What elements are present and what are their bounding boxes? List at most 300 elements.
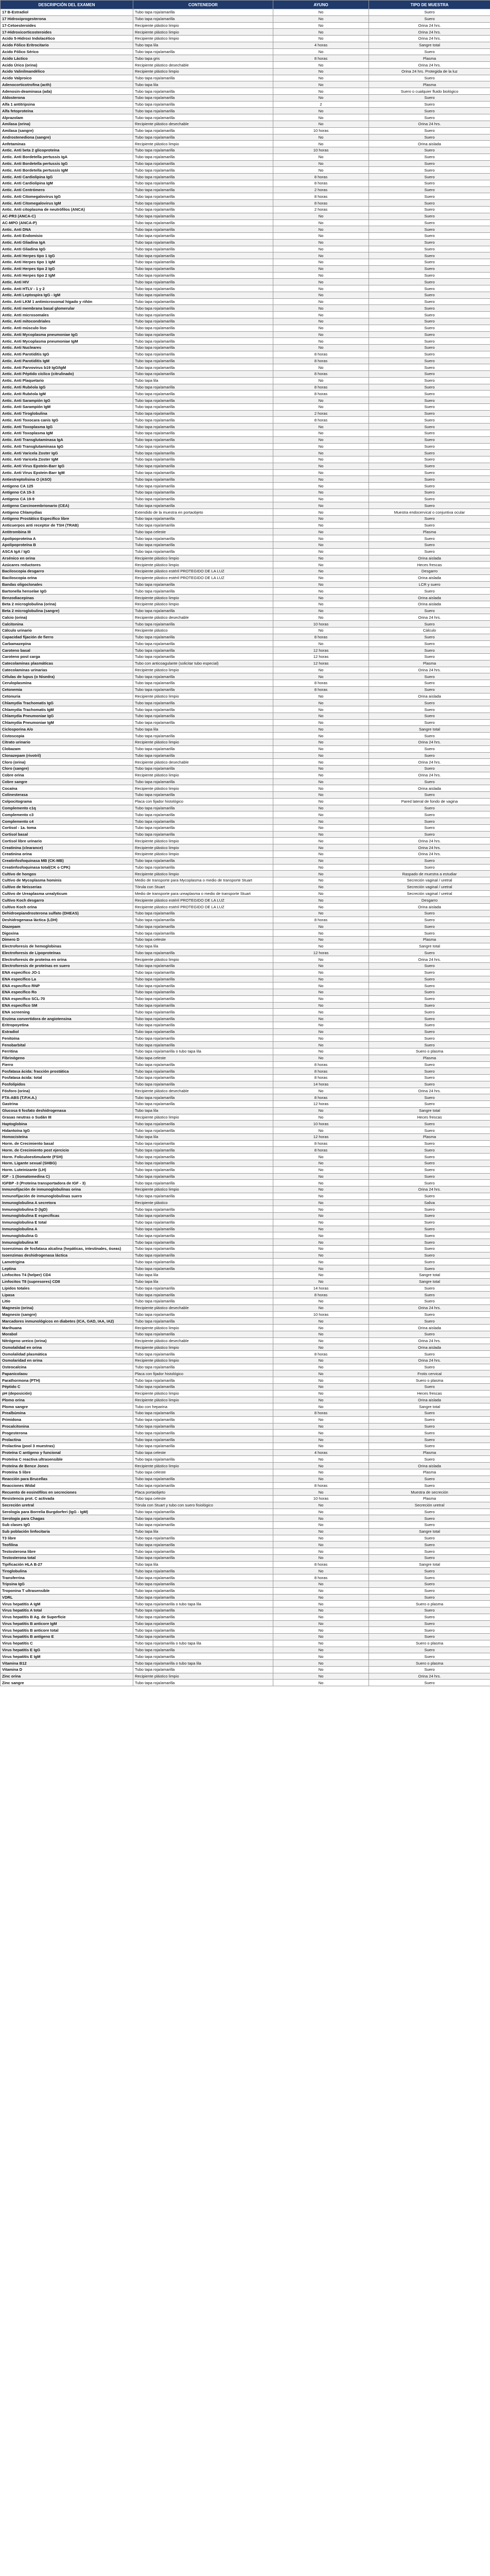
container-cell: Tubo tapa roja/amarilla xyxy=(133,469,273,476)
table-row xyxy=(1,1627,490,1634)
table-row xyxy=(1,719,490,726)
table-row xyxy=(1,450,490,456)
exam-name-cell: Magnesio (sangre) xyxy=(1,1311,133,1318)
container-cell: Tubo tapa roja/amarilla xyxy=(133,206,273,213)
sample-type-cell: Suero xyxy=(369,1285,490,1292)
container-cell: Tubo tapa roja/amarilla xyxy=(133,483,273,489)
table-row xyxy=(1,94,490,101)
exam-name-cell: Electroforesis de proteínas en suero xyxy=(1,963,133,970)
fasting-cell: No xyxy=(273,1443,369,1449)
container-cell: Tubo tapa roja/amarilla xyxy=(133,272,273,279)
sample-type-cell: Suero xyxy=(369,219,490,226)
table-row xyxy=(1,982,490,989)
fasting-cell: No xyxy=(273,167,369,174)
exam-name-cell: Antitrombina III xyxy=(1,529,133,535)
container-cell: Tubo tapa roja/amarilla xyxy=(133,48,273,55)
table-row xyxy=(1,1476,490,1482)
container-cell: Tubo tapa roja/amarilla xyxy=(133,1173,273,1180)
fasting-cell: No xyxy=(273,792,369,799)
sample-type-cell: Suero xyxy=(369,213,490,219)
table-row xyxy=(1,1574,490,1581)
fasting-cell: No xyxy=(273,1568,369,1574)
container-cell: Tubo tapa roja/amarilla xyxy=(133,1015,273,1022)
exam-name-cell: Dehidroepiandrosterona sulfato (DHEAS) xyxy=(1,910,133,917)
table-row xyxy=(1,969,490,976)
container-cell: Recipiente plástico limpio xyxy=(133,68,273,75)
table-row xyxy=(1,548,490,555)
exam-name-cell: Lamotrigina xyxy=(1,1259,133,1265)
fasting-cell: 4 horas xyxy=(273,1449,369,1456)
sample-type-cell: Orina 24 hrs. xyxy=(369,29,490,36)
table-row xyxy=(1,1094,490,1101)
container-cell: Tubo tapa roja/amarilla xyxy=(133,219,273,226)
exam-name-cell: Antic. Anti Parvovirus b19 IgG/IgM xyxy=(1,364,133,371)
table-row xyxy=(1,1298,490,1305)
table-row xyxy=(1,325,490,331)
table-row xyxy=(1,733,490,739)
table-row xyxy=(1,917,490,923)
table-row xyxy=(1,995,490,1002)
exam-name-cell: Acido Fólico Sérico xyxy=(1,48,133,55)
sample-type-cell: Suero xyxy=(369,272,490,279)
table-row xyxy=(1,101,490,108)
fasting-cell: No xyxy=(273,469,369,476)
container-cell: Tubo tapa roja/amarilla xyxy=(133,213,273,219)
container-cell: Placa portaobjeto xyxy=(133,1489,273,1496)
fasting-cell: No xyxy=(273,1548,369,1555)
exam-name-cell: Reacción para Brucellas xyxy=(1,1476,133,1482)
container-cell: Recipiente plástico limpio xyxy=(133,851,273,858)
container-cell: Tubo tapa roja/amarilla xyxy=(133,1443,273,1449)
fasting-cell: No xyxy=(273,759,369,766)
fasting-cell: No xyxy=(273,595,369,601)
sample-type-cell: Suero xyxy=(369,1364,490,1370)
table-row xyxy=(1,1377,490,1384)
container-cell: Tubo tapa roja/amarilla xyxy=(133,588,273,595)
container-cell: Tubo tapa roja/amarilla xyxy=(133,713,273,719)
fasting-cell: No xyxy=(273,706,369,713)
table-row xyxy=(1,154,490,160)
table-row xyxy=(1,805,490,811)
sample-type-cell: Sangre total xyxy=(369,1403,490,1410)
sample-type-cell: Suero xyxy=(369,1028,490,1035)
fasting-cell: No xyxy=(273,1187,369,1193)
container-cell: Tubo tapa celeste xyxy=(133,936,273,943)
sample-type-cell: Suero xyxy=(369,1166,490,1173)
exam-name-cell: Baciloscopia desgarro xyxy=(1,568,133,575)
fasting-cell: No xyxy=(273,134,369,141)
sample-type-cell: Suero xyxy=(369,476,490,483)
sample-type-cell: Suero xyxy=(369,824,490,831)
container-cell: Tubo tapa celeste xyxy=(133,1469,273,1476)
sample-type-cell: Suero xyxy=(369,384,490,391)
container-cell: Tubo tapa roja/amarilla xyxy=(133,430,273,437)
exam-name-cell: Antic. Anti Virus Epstein-Barr IgG xyxy=(1,463,133,469)
fasting-cell: No xyxy=(273,160,369,167)
fasting-cell: No xyxy=(273,1397,369,1403)
sample-type-cell: Muestra de secreción xyxy=(369,1489,490,1496)
table-row xyxy=(1,1607,490,1614)
table-row xyxy=(1,1206,490,1213)
sample-type-cell: Heces frescas xyxy=(369,1390,490,1397)
sample-type-cell: Suero xyxy=(369,778,490,785)
sample-type-cell: Suero xyxy=(369,1015,490,1022)
fasting-cell: No xyxy=(273,1673,369,1680)
container-cell: Tubo tapa roja/amarilla xyxy=(133,318,273,325)
sample-type-cell: Suero xyxy=(369,1180,490,1187)
container-cell: Tubo tapa lila xyxy=(133,943,273,950)
table-row xyxy=(1,114,490,121)
fasting-cell: 8 horas xyxy=(273,1061,369,1068)
table-row xyxy=(1,1325,490,1331)
fasting-cell: No xyxy=(273,331,369,338)
exam-name-cell: Inmunoglobulina D (IgD) xyxy=(1,1206,133,1213)
sample-type-cell: Suero xyxy=(369,752,490,759)
exam-name-cell: Antic. Anti Bordetella pertussis IgG xyxy=(1,160,133,167)
container-cell: Tubo tapa roja/amarilla xyxy=(133,187,273,193)
container-cell: Recipiente plástico limpio xyxy=(133,22,273,29)
exam-name-cell: Antic. Anti HIV xyxy=(1,279,133,285)
fasting-cell: No xyxy=(273,509,369,516)
exam-name-cell: Sub población linfocitaria xyxy=(1,1528,133,1535)
fasting-cell: No xyxy=(273,403,369,410)
sample-type-cell: Suero xyxy=(369,1436,490,1443)
fasting-cell: No xyxy=(273,1594,369,1601)
table-row xyxy=(1,976,490,982)
fasting-cell: No xyxy=(273,1436,369,1443)
container-cell: Tubo tapa celeste xyxy=(133,1496,273,1502)
exam-name-cell: Haptoglobina xyxy=(1,1121,133,1127)
exam-name-cell: Calcitonina xyxy=(1,621,133,628)
exam-name-cell: Horm. Luteinizante (LH) xyxy=(1,1166,133,1173)
container-cell: Tubo tapa roja/amarilla xyxy=(133,1252,273,1259)
sample-type-cell: Sangre total xyxy=(369,1561,490,1568)
sample-type-cell: Sangre total xyxy=(369,1107,490,1114)
exam-name-cell: Electroforesis de Lipoproteínas xyxy=(1,950,133,956)
fasting-cell: No xyxy=(273,745,369,752)
container-cell: Tubo tapa roja/amarilla xyxy=(133,88,273,95)
container-cell: Tubo tapa lila xyxy=(133,81,273,88)
exam-name-cell: Antic. Anti Toxoplasma IgG xyxy=(1,423,133,430)
exam-name-cell: Chlamydia Trachomatis IgM xyxy=(1,706,133,713)
fasting-cell: No xyxy=(273,1015,369,1022)
sample-type-cell: Suero xyxy=(369,1075,490,1081)
exam-name-cell: Vitamina D xyxy=(1,1666,133,1673)
sample-type-cell: Sangre total xyxy=(369,943,490,950)
fasting-cell: No xyxy=(273,1680,369,1686)
exam-name-cell: Antic. Anti Plaquetario xyxy=(1,377,133,384)
sample-type-cell: Suero xyxy=(369,607,490,614)
sample-type-cell: Suero xyxy=(369,489,490,496)
container-cell: Tubo tapa roja/amarilla xyxy=(133,923,273,930)
exam-name-cell: Inmunoglobulina M xyxy=(1,1239,133,1246)
exam-name-cell: Capacidad fijación de fierro xyxy=(1,634,133,640)
container-cell: Recipiente plástico desechable xyxy=(133,614,273,621)
table-row xyxy=(1,75,490,81)
fasting-cell: No xyxy=(273,923,369,930)
container-cell: Recipiente plástico limpio xyxy=(133,1344,273,1351)
table-row xyxy=(1,1351,490,1358)
sample-type-cell: Suero xyxy=(369,634,490,640)
table-row xyxy=(1,950,490,956)
sample-type-cell: Suero xyxy=(369,1173,490,1180)
fasting-cell: No xyxy=(273,219,369,226)
table-row xyxy=(1,792,490,799)
exam-name-cell: Antic. Anti Bordetella pertussis IgM xyxy=(1,167,133,174)
sample-type-cell: Desgarro xyxy=(369,897,490,904)
container-cell: Tubo tapa roja/amarilla xyxy=(133,298,273,305)
exam-name-cell: Caroteno post carga xyxy=(1,654,133,660)
container-cell: Recipiente plástico limpio xyxy=(133,595,273,601)
container-cell: Tubo tapa roja/amarilla xyxy=(133,1587,273,1594)
sample-type-cell: Suero xyxy=(369,403,490,410)
container-cell: Tubo tapa roja/amarilla xyxy=(133,522,273,529)
sample-type-cell: Suero xyxy=(369,1022,490,1028)
exam-name-cell: Secreción uretral xyxy=(1,1502,133,1509)
fasting-cell: No xyxy=(273,443,369,450)
container-cell: Tubo tapa roja/amarilla xyxy=(133,305,273,312)
container-cell: Tubo tapa roja/amarilla xyxy=(133,1384,273,1391)
table-row xyxy=(1,134,490,141)
exam-name-cell: Inmunoglobulina E total xyxy=(1,1219,133,1226)
fasting-cell: No xyxy=(273,252,369,259)
container-cell: Tubo tapa roja/amarilla xyxy=(133,1002,273,1009)
container-cell: Tubo tapa roja/amarilla xyxy=(133,193,273,200)
table-row xyxy=(1,1384,490,1391)
exam-name-cell: Plomo orina xyxy=(1,1397,133,1403)
sample-type-cell: Suero xyxy=(369,345,490,351)
exam-name-cell: Osmolalidad en orina xyxy=(1,1344,133,1351)
exam-name-cell: Apolipoproteína B xyxy=(1,542,133,549)
table-row xyxy=(1,364,490,371)
table-row xyxy=(1,331,490,338)
fasting-cell: 8 horas xyxy=(273,1075,369,1081)
container-cell: Recipiente plástico limpio xyxy=(133,838,273,844)
container-cell: Tubo tapa roja/amarilla xyxy=(133,338,273,345)
table-row xyxy=(1,1647,490,1653)
container-cell: Tubo tapa roja/amarilla xyxy=(133,1436,273,1443)
fasting-cell: No xyxy=(273,483,369,489)
table-row xyxy=(1,391,490,397)
table-row xyxy=(1,1061,490,1068)
fasting-cell: No xyxy=(273,1581,369,1587)
container-cell: Tubo con heparina xyxy=(133,1403,273,1410)
container-cell: Tubo tapa roja/amarilla xyxy=(133,1653,273,1660)
container-cell: Tubo tapa roja/amarilla xyxy=(133,745,273,752)
fasting-cell: No xyxy=(273,476,369,483)
container-cell: Tubo tapa roja/amarilla xyxy=(133,312,273,318)
fasting-cell: No xyxy=(273,1160,369,1166)
fasting-cell: No xyxy=(273,673,369,680)
container-cell: Tubo tapa roja/amarilla xyxy=(133,1140,273,1147)
sample-type-cell: Suero xyxy=(369,1614,490,1620)
container-cell: Tubo tapa roja/amarilla xyxy=(133,1042,273,1048)
table-row xyxy=(1,371,490,378)
fasting-cell: No xyxy=(273,1114,369,1121)
container-cell: Recipiente plástico desechable xyxy=(133,759,273,766)
fasting-cell: No xyxy=(273,956,369,963)
container-cell: Tubo tapa roja/amarilla xyxy=(133,384,273,391)
fasting-cell: 8 horas xyxy=(273,193,369,200)
exam-name-cell: Inmunofijación de inmunoglobulinas orina xyxy=(1,1187,133,1193)
sample-type-cell: Suero xyxy=(369,391,490,397)
exam-name-cell: Cloro (orina) xyxy=(1,759,133,766)
container-cell: Tubo tapa roja/amarilla xyxy=(133,423,273,430)
sample-type-cell: Suero xyxy=(369,969,490,976)
container-cell: Tubo tapa roja/amarilla xyxy=(133,1627,273,1634)
fasting-cell: No xyxy=(273,22,369,29)
fasting-cell: No xyxy=(273,574,369,581)
fasting-cell: No xyxy=(273,1522,369,1529)
exam-name-cell: Cortisol - 1a. toma xyxy=(1,824,133,831)
container-cell: Tubo tapa roja/amarilla xyxy=(133,1180,273,1187)
sample-type-cell: Suero xyxy=(369,292,490,298)
fasting-cell: 8 horas xyxy=(273,384,369,391)
container-cell: Tubo tapa roja/amarilla xyxy=(133,200,273,207)
sample-type-cell: Raspado de muestra a estudiar xyxy=(369,871,490,877)
sample-type-cell: Orina aislada xyxy=(369,1463,490,1469)
table-row xyxy=(1,81,490,88)
exam-name-cell: Fibrinógeno xyxy=(1,1055,133,1061)
exam-name-cell: VDRL xyxy=(1,1594,133,1601)
sample-type-cell: Suero xyxy=(369,1042,490,1048)
container-cell: Tubo tapa roja/amarilla xyxy=(133,857,273,864)
table-row xyxy=(1,772,490,778)
fasting-cell: 8 horas xyxy=(273,1068,369,1075)
sample-type-cell: Suero xyxy=(369,1620,490,1627)
fasting-cell: 10 horas xyxy=(273,1121,369,1127)
container-cell: Tubo tapa roja/amarilla xyxy=(133,456,273,463)
sample-type-cell: Suero xyxy=(369,1127,490,1134)
fasting-cell: No xyxy=(273,818,369,825)
table-row xyxy=(1,778,490,785)
table-row xyxy=(1,627,490,634)
container-cell: Tubo tapa roja/amarilla xyxy=(133,1239,273,1246)
sample-type-cell: Suero xyxy=(369,101,490,108)
exam-name-cell: Clonazepam (rivotril) xyxy=(1,752,133,759)
fasting-cell: 8 horas xyxy=(273,200,369,207)
table-row xyxy=(1,22,490,29)
fasting-cell: No xyxy=(273,831,369,838)
exam-name-cell: Creatinfosfoquinasa MB (CK-MB) xyxy=(1,857,133,864)
fasting-cell: No xyxy=(273,1607,369,1614)
container-cell: Tubo tapa roja/amarilla xyxy=(133,1068,273,1075)
exam-name-cell: Antic. Anti Herpes tipo 1 IgM xyxy=(1,259,133,266)
fasting-cell: No xyxy=(273,1601,369,1607)
fasting-cell: No xyxy=(273,15,369,22)
fasting-cell: No xyxy=(273,1627,369,1634)
exam-name-cell: Antic. Anti Gliadina IgA xyxy=(1,239,133,246)
fasting-cell: No xyxy=(273,233,369,240)
container-cell: Tubo tapa roja/amarilla xyxy=(133,831,273,838)
sample-type-cell: Orina 24 hrs. xyxy=(369,956,490,963)
container-cell: Tubo tapa roja/amarilla xyxy=(133,607,273,614)
exam-name-cell: Cultivo de hongos xyxy=(1,871,133,877)
exam-name-cell: Antic. Anti microsomales xyxy=(1,312,133,318)
sample-type-cell: Orina 24 hrs. xyxy=(369,1304,490,1311)
sample-type-cell: Suero xyxy=(369,127,490,134)
exam-name-cell: Cobre sangre xyxy=(1,778,133,785)
exam-name-cell: Cortisol basal xyxy=(1,831,133,838)
container-cell: Tubo tapa roja/amarilla xyxy=(133,647,273,654)
exam-name-cell: Acido Fólico Eritrocitario xyxy=(1,42,133,48)
fasting-cell: No xyxy=(273,739,369,745)
sample-type-cell: Orina aislada xyxy=(369,693,490,700)
table-row xyxy=(1,272,490,279)
container-cell: Recipiente plástico limpio xyxy=(133,785,273,792)
sample-type-cell: Suero xyxy=(369,1239,490,1246)
exam-name-cell: Virus hepatitis B antígeno E xyxy=(1,1634,133,1640)
sample-type-cell: Suero xyxy=(369,1535,490,1541)
fasting-cell: No xyxy=(273,798,369,805)
container-cell: Tubo tapa roja/amarilla xyxy=(133,246,273,252)
container-cell: Medio de transporte para Mycoplasma o medio de transporte Stuart xyxy=(133,877,273,884)
table-row xyxy=(1,647,490,654)
exam-name-cell: Inmunoglobulina G xyxy=(1,1232,133,1239)
exam-name-cell: Antic. Anti Herpes tipo 2 IgG xyxy=(1,265,133,272)
exam-name-cell: Antic. Anti Gliadina IgG xyxy=(1,246,133,252)
exam-name-cell: Antígeno CA 125 xyxy=(1,483,133,489)
container-cell: Tubo tapa celeste xyxy=(133,1449,273,1456)
table-row xyxy=(1,509,490,516)
table-row xyxy=(1,1587,490,1594)
exam-name-cell: Acido Láctico xyxy=(1,55,133,62)
sample-type-cell: Suero xyxy=(369,1410,490,1417)
table-row xyxy=(1,1160,490,1166)
fasting-cell: No xyxy=(273,1416,369,1423)
container-cell: Tubo tapa roja/amarilla xyxy=(133,351,273,358)
exam-name-cell: Cistoscopia xyxy=(1,733,133,739)
fasting-cell: No xyxy=(273,1423,369,1430)
sample-type-cell: Suero xyxy=(369,1351,490,1358)
exam-name-cell: ASCA IgA / IgG xyxy=(1,548,133,555)
sample-type-cell: Suero xyxy=(369,305,490,312)
table-row xyxy=(1,476,490,483)
fasting-cell: 8 horas xyxy=(273,1482,369,1489)
sample-type-cell: Suero xyxy=(369,312,490,318)
container-cell: Tubo tapa roja/amarilla xyxy=(133,1101,273,1108)
fasting-cell: 8 horas xyxy=(273,1574,369,1581)
sample-type-cell: Suero xyxy=(369,1094,490,1101)
sample-type-cell: Suero xyxy=(369,910,490,917)
table-row xyxy=(1,397,490,404)
fasting-cell: 8 horas xyxy=(273,686,369,693)
exam-name-cell: Serología para Borrelia Burgdorferi (IgG - IgM) xyxy=(1,1509,133,1515)
fasting-cell: No xyxy=(273,1476,369,1482)
exam-name-cell: Gastrina xyxy=(1,1101,133,1108)
exam-name-cell: Fosfolípidos xyxy=(1,1081,133,1088)
table-row xyxy=(1,1528,490,1535)
fasting-cell: 10 horas xyxy=(273,147,369,154)
exam-name-cell: Chlamydia Pneumoniae IgG xyxy=(1,713,133,719)
container-cell: Tubo tapa roja/amarilla xyxy=(133,502,273,509)
sample-type-cell: Suero xyxy=(369,719,490,726)
sample-type-cell: Suero xyxy=(369,917,490,923)
exam-name-cell: 17-Cetoesteroides xyxy=(1,22,133,29)
exam-name-cell: Antic. Anti Sarampión IgG xyxy=(1,397,133,404)
container-cell: Tubo tapa roja/amarilla xyxy=(133,1410,273,1417)
container-cell: Tubo tapa roja/amarilla xyxy=(133,1607,273,1614)
exam-name-cell: Androstenediona (sangre) xyxy=(1,134,133,141)
container-cell: Tubo tapa roja/amarilla xyxy=(133,403,273,410)
sample-type-cell: Suero o plasma xyxy=(369,1048,490,1055)
table-row xyxy=(1,1042,490,1048)
fasting-cell: No xyxy=(273,272,369,279)
sample-type-cell: Suero xyxy=(369,1416,490,1423)
fasting-cell: No xyxy=(273,1614,369,1620)
fasting-cell: No xyxy=(273,496,369,502)
container-cell: Recipiente plástico estéril PROTEGIDO DE LA LUZ xyxy=(133,897,273,904)
